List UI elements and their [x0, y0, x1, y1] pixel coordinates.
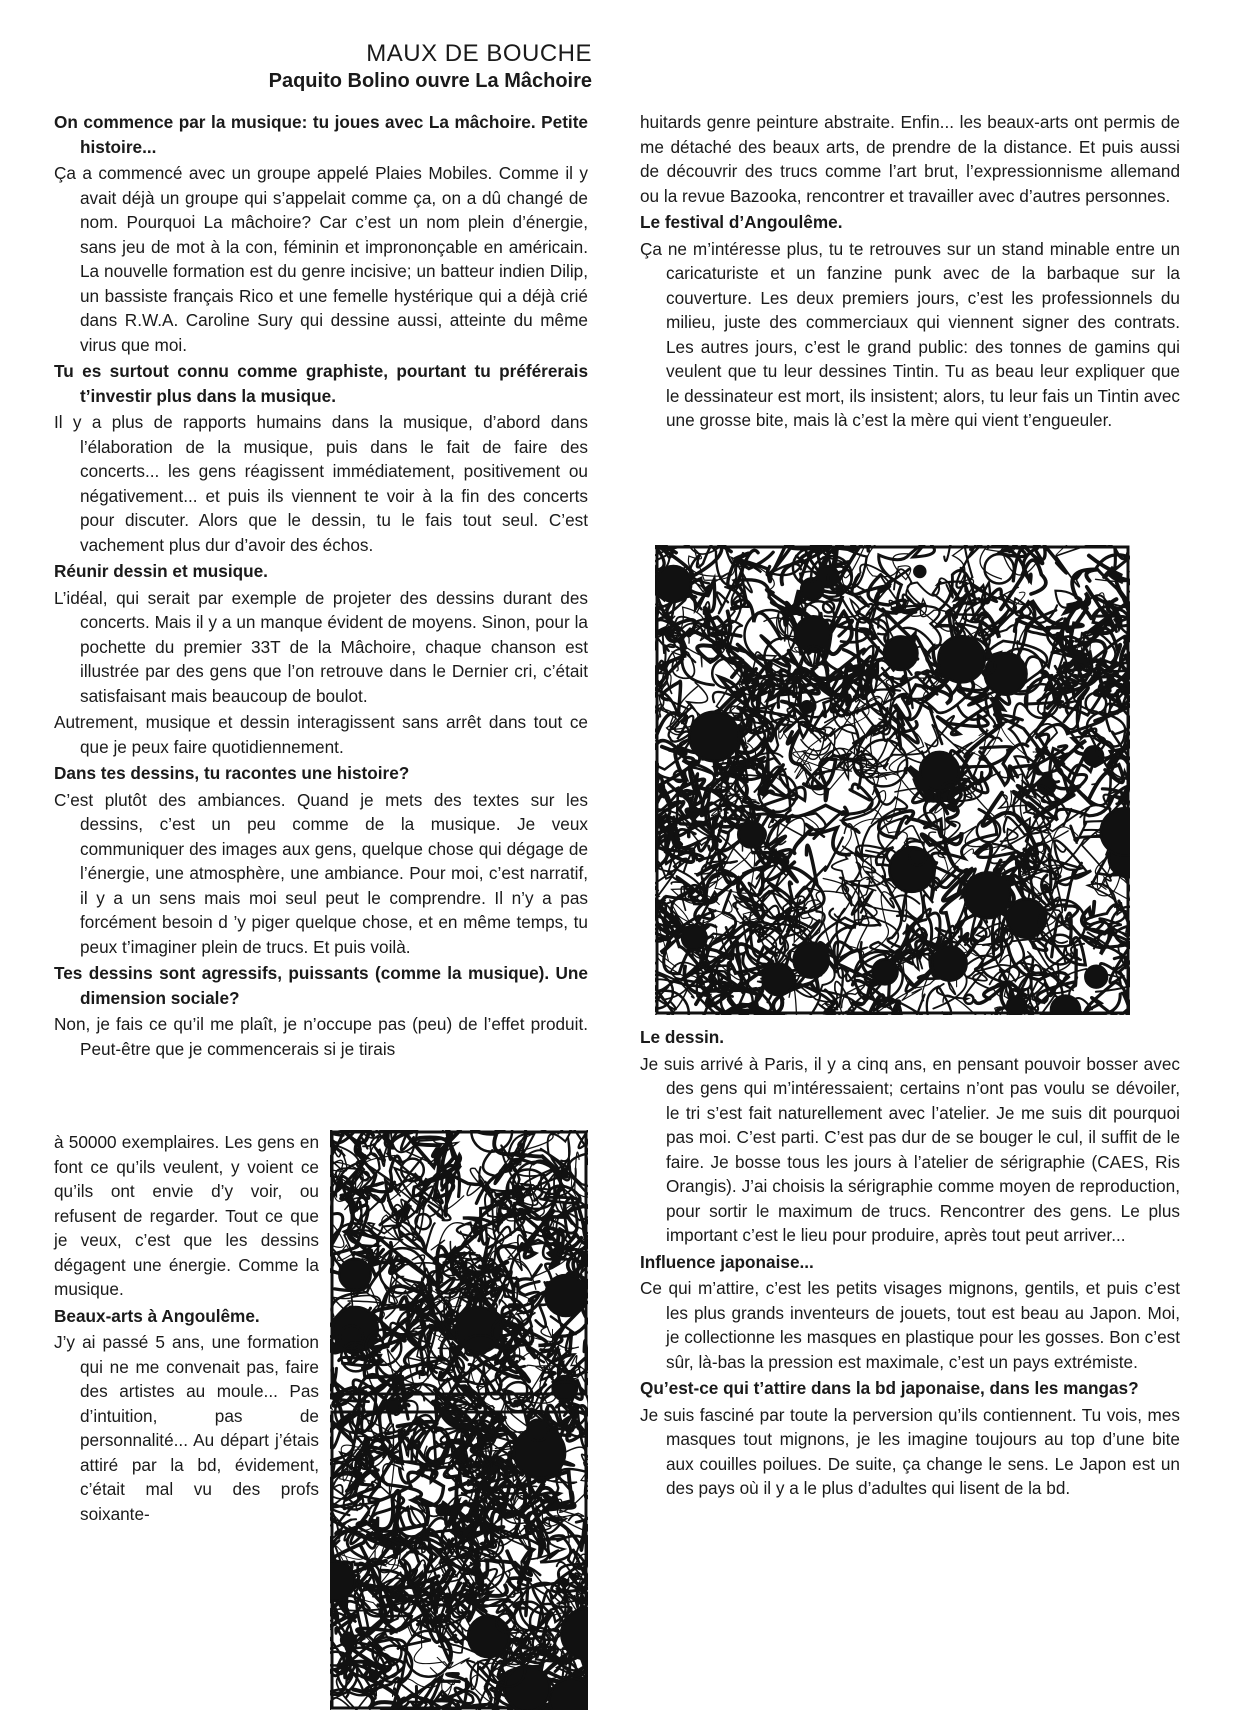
- article-header: [269, 40, 592, 93]
- question: Influence japonaise...: [640, 1251, 814, 1272]
- answer: Ça ne m’intéresse plus, tu te retrouves sur un stand minable entre un caricaturiste et un fanzine punk avec de la barbaque sur la couverture. Les deux premiers jours, c’est les professionnels du milieu, juste des commerciaux qui viennent signer des contrats. Les autres jours, c’est le grand public: des tonnes de gamins qui veulent que tu leur dessines Tintin. Tu as beau leur expliquer que le dessinateur est mort, ils insistent; alors, tu leur fais un Tintin avec une grosse bite, mais là c’est la mère qui vient t’engueuler.: [640, 238, 1180, 430]
- answer: Je suis arrivé à Paris, il y a cinq ans, en pensant pouvoir bosser avec des gens qui m’intéressaient; certains n’ont pas voulu se dévoiler, le tri s’est fait naturellement avec l’atelier. Je me suis dit pourquoi pas moi. C’est parti. C’est pas dur de se bouger le cul, il suffit de le faire. Je bosse tous les jours à l’atelier de sérigraphie (CAES, Ris Orangis). J’ai choisis la sérigraphie comme moyen de reproduction, pour sortir le maximum de trucs. Rencontrer des gens. Le plus important c’est le lieu pour produire, après tout peut arriver...: [640, 1053, 1180, 1245]
- large-ink-drawing: [655, 545, 1130, 1015]
- right-column-lower: [640, 1025, 1180, 1503]
- question: Tu es surtout connu comme graphiste, pourtant tu préférerais t’investir plus dans la musique.: [54, 361, 588, 406]
- answer: J’y ai passé 5 ans, une formation qui ne me convenait pas, faire des artistes au moule... Pas d’intuition, pas de personnalité... Au départ j’étais attiré par la bd, évidement, c’était mal vu des profs soixante-: [54, 1332, 319, 1524]
- question: Qu’est-ce qui t’attire dans la bd japonaise, dans les mangas?: [640, 1378, 1139, 1398]
- small-ink-drawings: [330, 1130, 588, 1710]
- answer: Non, je fais ce qu’il me plaît, je n’occupe pas (peu) de l’effet produit. Peut-être que je commencerais si je tirais: [54, 1014, 588, 1059]
- answer: Ça a commencé avec un groupe appelé Plaies Mobiles. Comme il y avait déjà un groupe qui s’appelait comme ça, on a dû changé de nom. Pourquoi La mâchoire? Car c’est un nom plein d’énergie, sans jeu de mot à la con, féminin et imprononçable en américain. La nouvelle formation est du genre incisive; un batteur indien Dilip, un bassiste français Rico et une femelle hystérique qui a déjà crié dans R.W.A. Caroline Sury qui dessine aussi, atteinte du même virus que moi.: [54, 163, 588, 355]
- question: Le dessin.: [640, 1027, 725, 1047]
- question: On commence par la musique: tu joues avec La mâchoire. Petite histoire...: [54, 112, 588, 157]
- question: Tes dessins sont agressifs, puissants (comme la musique). Une dimension sociale?: [54, 963, 588, 1008]
- article-subtitle: Paquito Bolino ouvre La Mâchoire: [268, 70, 592, 92]
- left-column: [54, 110, 588, 1063]
- answer: Je suis fasciné par toute la perversion qu’ils contiennent. Tu vois, mes masques tout mignons, je les imagine toujours au top d’une bite aux couilles poilues. De suite, ça change le sens. Le Japon est un des pays où il y a le plus d’adultes qui lisent de la bd.: [640, 1404, 1180, 1498]
- right-column: [640, 110, 1180, 435]
- answer: Ce qui m’attire, c’est les petits visages mignons, gentils, et puis c’est les plus grands inventeurs de jouets, tout est beau au Japon. Moi, je collectionne les masques en plastique pour les gosses. Bon c’est sûr, là-bas la pression est maximale, c’est un pays extrémiste.: [640, 1278, 1180, 1372]
- question: Beaux-arts à Angoulême.: [54, 1305, 260, 1326]
- question: Dans tes dessins, tu racontes une histoire?: [54, 763, 410, 783]
- answer: L’idéal, qui serait par exemple de projeter des dessins durant des concerts. Mais il y a un manque évident de moyens. Sinon, pour la pochette du premier 33T de la Mâchoire, chaque chanson est illustrée par des gens que l’on retrouve dans le Dernier cri, c’était satisfaisant mais beaucoup de boulot.: [54, 587, 588, 706]
- answer: Autrement, musique et dessin interagissent sans arrêt dans tout ce que je peux faire quotidiennement.: [54, 712, 588, 757]
- answer: Il y a plus de rapports humains dans la musique, d’abord dans l’élaboration de la musique, puis dans le fait de faire des concerts... les gens réagissent immédiatement, positivement ou négativement... et puis ils viennent te voir à la fin des concerts pour discuter. Alors que le dessin, tu le fais tout seul. C’est vachement plus dur d’avoir des échos.: [54, 412, 588, 555]
- answer: C’est plutôt des ambiances. Quand je mets des textes sur les dessins, c’est un peu comme de la musique. Je veux communiquer des images aux gens, quelque chose qui dégage de l’énergie, une atmosphère, une ambiance. Pour moi, c’est narratif, il y a un sens mais moi seul peut le comprendre. Il n’y a pas forcément besoin d ’y piger quelque chose, et en même temps, tu peux t’imaginer plein de trucs. Et puis voilà.: [54, 789, 588, 957]
- answer-continued: huitards genre peinture abstraite. Enfin... les beaux-arts ont permis de me détaché des beaux arts, de prendre de la distance. Et puis aussi de découvrir des trucs comme l’art brut, l’expressionnisme allemand ou la revue Bazooka, rencontrer et travailler avec d’autres personnes.: [640, 112, 1180, 206]
- left-column-narrow: [54, 1130, 319, 1528]
- question: Le festival d’Angoulême.: [640, 212, 843, 232]
- answer-continued: à 50000 exemplaires. Les gens en font ce qu’ils veulent, y voient ce qu’ils ont envie d’y voir, ou refusent de regarder. Tout ce que je veux, c’est que les dessins dégagent une énergie. Comme la musique.: [54, 1132, 319, 1299]
- question: Réunir dessin et musique.: [54, 561, 268, 581]
- article-title: MAUX DE BOUCHE: [366, 40, 592, 67]
